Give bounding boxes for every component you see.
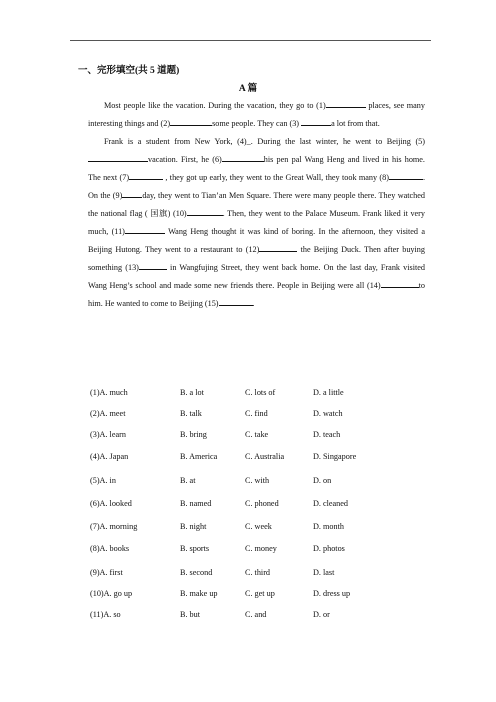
paragraph-1: Most people like the vacation. During the vacation, they go to (1) places, see many interesting things and (2) some people. They can (3) a lot from that.: [88, 97, 425, 133]
option-row-9: (9)A. first B. second C. third D. last: [90, 568, 335, 577]
blank-12: [259, 242, 297, 252]
option-row-1: (1)A. much B. a lot C. lots of D. a little: [90, 388, 344, 397]
passage-title: A 篇: [238, 84, 258, 94]
paragraph-2: Frank is a student from New York, (4)_. During the last winter, he went to Beijing (5)vacation. First, he (6) his pen pal Wang Heng and lived in his home. The next (7) , they got up early, they went to the Great Wall, they took many (8) . On the (9) day, they went to Tian’an Men Square. There were many people there. They watched the national flag ( 国旗) (10) . Then, they went to the Palace Museum. Frank liked it very much, (11) Wang Heng thought it was kind of boring. In the afternoon, they visited a Beijing Hutong. They went to a restaurant to (12) the Beijing Duck. Then after buying something (13) in Wangfujing Street, they went back home. On the last day, Frank visited Wang Heng’s school and made some new friends there. People in Beijing were all (14) to him. He wanted to come to Beijing (15) .: [88, 137, 426, 308]
blank-15: [219, 296, 253, 306]
option-row-3: (3)A. learn B. bring C. take D. teach: [90, 430, 341, 439]
blank-3: [301, 116, 331, 126]
blank-2: [170, 116, 212, 126]
blank-10: [187, 206, 223, 216]
option-row-10: (10)A. go up B. make up C. get up D. dress up: [90, 589, 351, 598]
blank-9: [122, 188, 142, 198]
blank-1: [326, 98, 366, 108]
blank-6: [222, 152, 264, 162]
option-row-4: (4)A. Japan B. America C. Australia D. Singapore: [90, 452, 357, 461]
option-row-7: (7)A. morning B. night C. week D. month: [90, 522, 344, 531]
blank-11: [125, 224, 165, 234]
option-row-2: (2)A. meet B. talk C. find D. watch: [90, 409, 343, 418]
blank-8: [389, 170, 423, 180]
option-row-8: (8)A. books B. sports C. money D. photos: [90, 544, 345, 553]
blank-13: [139, 260, 167, 270]
blank-14: [381, 278, 419, 288]
blank-5: [88, 152, 148, 162]
header-rule: [70, 40, 431, 41]
section-heading: 一、完形填空(共 5 道题): [78, 66, 180, 76]
option-row-6: (6)A. looked B. named C. phoned D. cleaned: [90, 499, 349, 508]
option-row-5: (5)A. in B. at C. with D. on: [90, 476, 332, 485]
option-row-11: (11)A. so B. but C. and D. or: [90, 610, 330, 619]
passage: [88, 97, 425, 313]
blank-7: [129, 170, 163, 180]
